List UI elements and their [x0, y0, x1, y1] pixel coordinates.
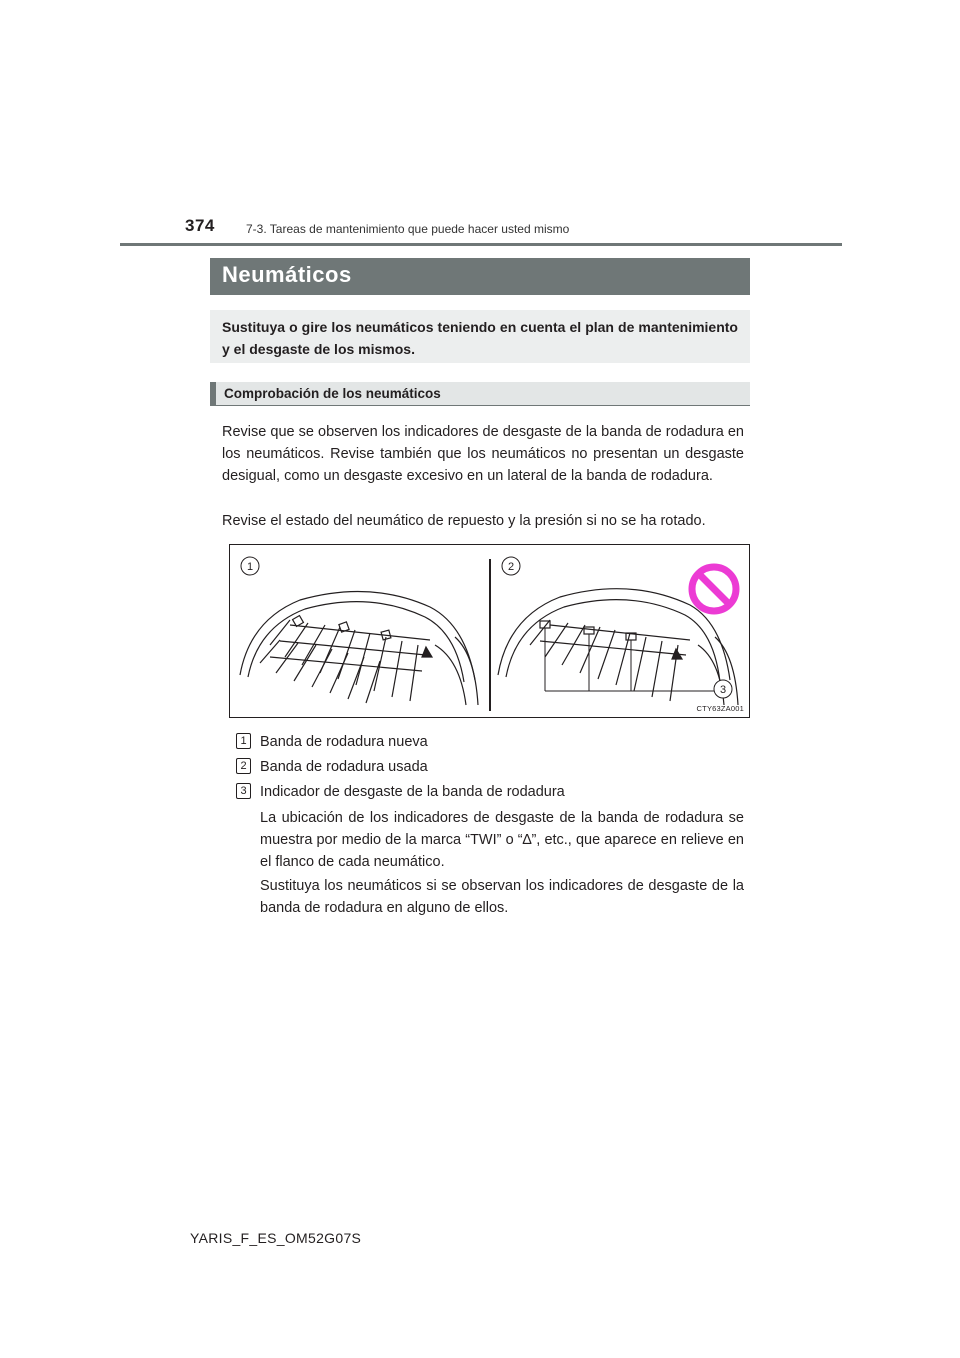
page-title: Neumáticos	[222, 262, 352, 287]
callout-3	[236, 783, 736, 803]
title-bar	[210, 258, 750, 295]
note-2: Sustituya los neumáticos si se observan los indicadores de desgaste de la banda de rodadura en alguno de ellos.	[260, 878, 744, 916]
callout-1	[236, 733, 736, 753]
callout-number: 3	[236, 783, 251, 799]
svg-text:3: 3	[719, 684, 727, 696]
subsection-accent	[210, 382, 216, 406]
marker-2	[502, 557, 520, 575]
intro-box: Sustituya o gire los neumáticos teniendo en cuenta el plan de mantenimiento y el desgaste de los mismos.	[210, 310, 750, 363]
marker-3	[714, 680, 732, 698]
svg-text:2: 2	[507, 561, 515, 573]
page-number: 374	[185, 216, 215, 235]
note-1: La ubicación de los indicadores de desgaste de la banda de rodadura se muestra por medio de la marca “TWI” o “∆”, etc., que aparece en relieve en el flanco de cada neumático.	[260, 810, 744, 870]
paragraph-1: Revise que se observen los indicadores de desgaste de la banda de rodadura en los neumáticos. Revise también que los neumáticos no presentan un desgaste desigual, como un desgaste excesivo en un lateral de la banda de rodadura.	[222, 424, 744, 484]
footer-code: YARIS_F_ES_OM52G07S	[190, 1230, 362, 1246]
callout-number: 2	[236, 758, 251, 774]
prohibited-icon	[692, 567, 736, 611]
callout-number: 1	[236, 733, 251, 749]
callout-2	[236, 758, 736, 778]
subsection-title: Comprobación de los neumáticos	[224, 386, 441, 401]
svg-text:1: 1	[246, 561, 254, 573]
callout-text: Banda de rodadura nueva	[260, 734, 428, 750]
new-tread-tire	[240, 591, 478, 705]
callout-text: Indicador de desgaste de la banda de rodadura	[260, 784, 565, 800]
tire-figure	[229, 544, 750, 718]
callout-text: Banda de rodadura usada	[260, 759, 428, 775]
subsection-bar	[210, 382, 750, 406]
marker-1	[241, 557, 259, 575]
header-rule	[120, 243, 842, 246]
tire-illustration	[230, 545, 749, 717]
section-header: 7-3. Tareas de mantenimiento que puede hacer usted mismo	[246, 222, 570, 236]
paragraph-2: Revise el estado del neumático de repuesto y la presión si no se ha rotado.	[222, 513, 706, 529]
figure-code: CTY63ZA001	[696, 704, 744, 713]
